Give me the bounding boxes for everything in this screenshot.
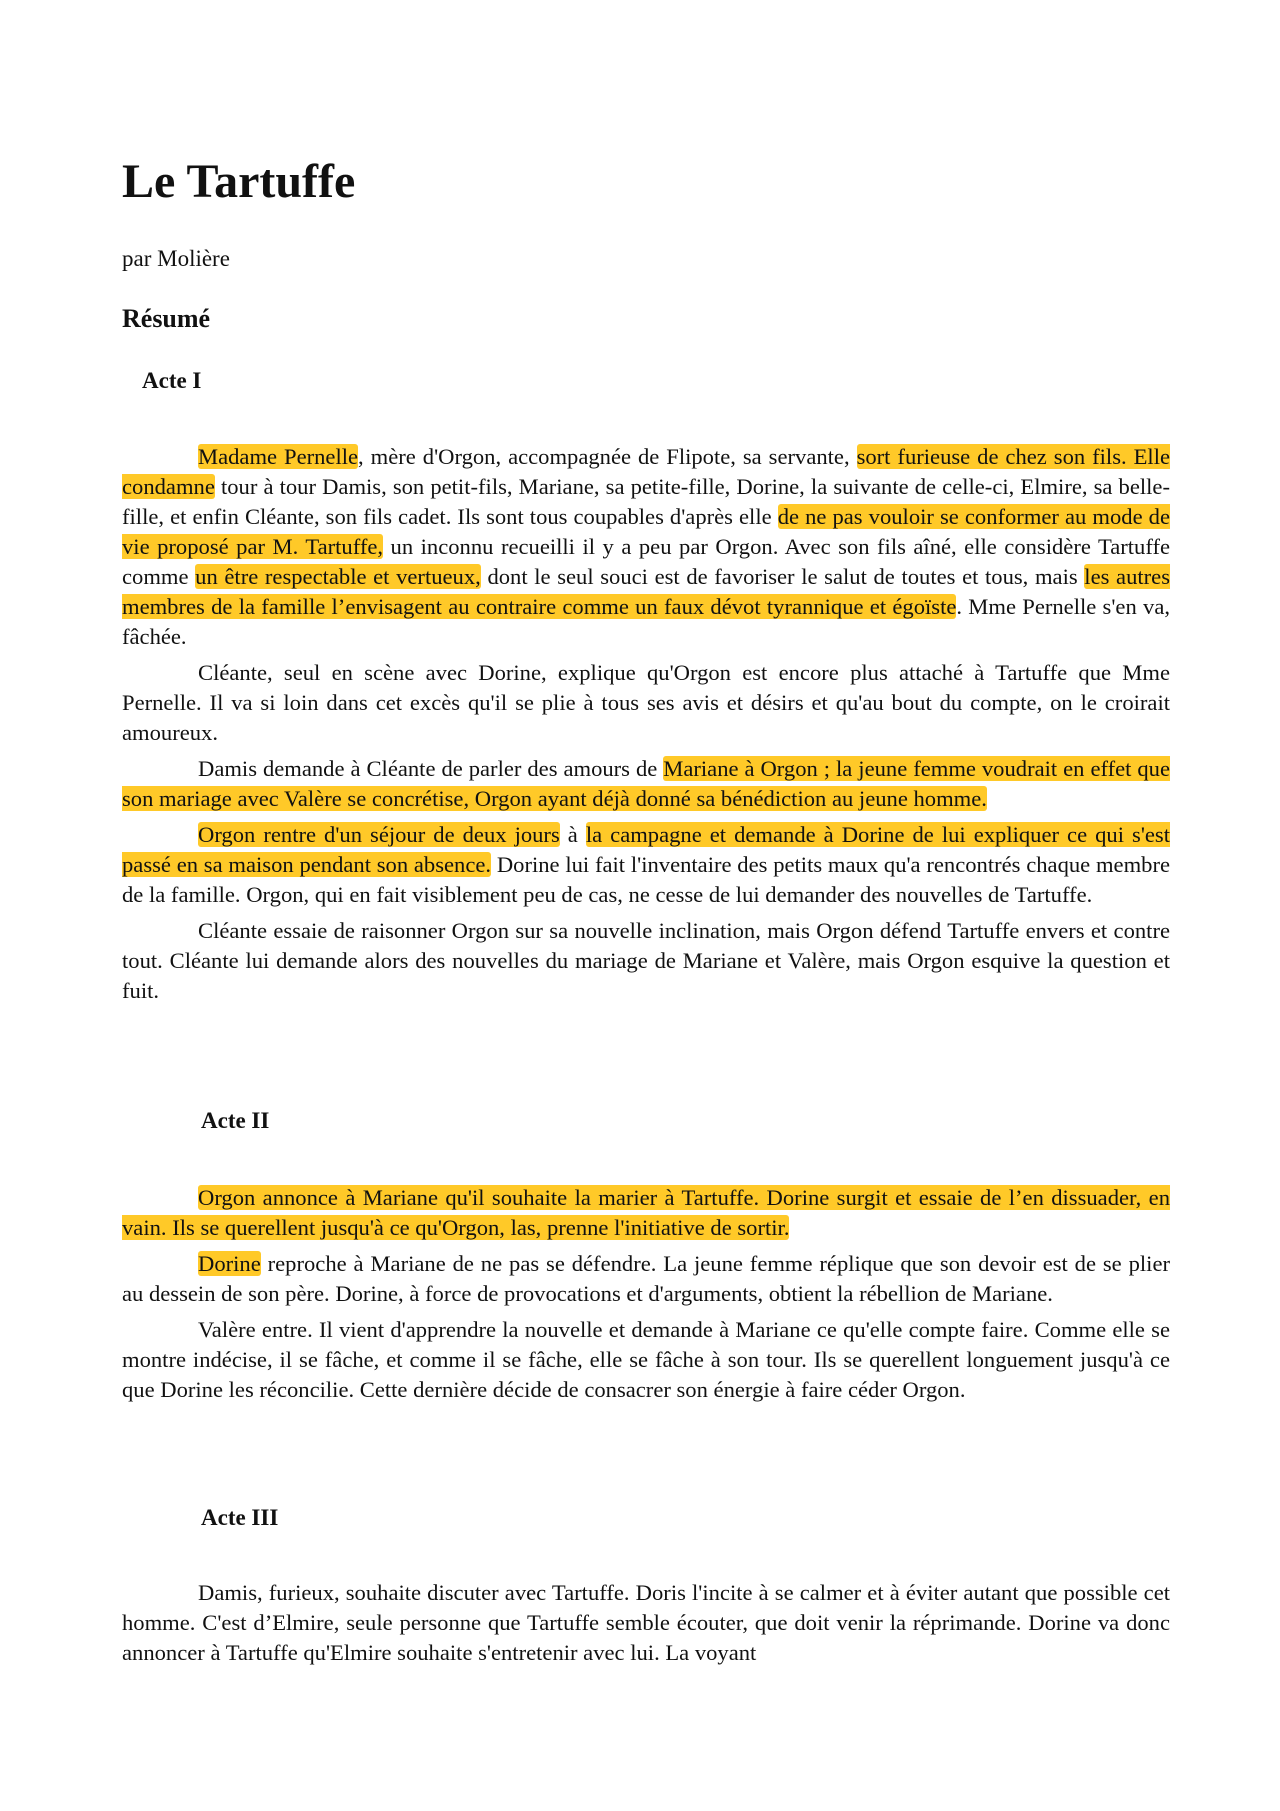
- act-1-text: [122, 442, 1170, 1012]
- highlighted-text: sort furieuse de chez son fils. Elle condamne: [122, 444, 1170, 499]
- highlighted-text: Orgon rentre d'un séjour de deux jours: [198, 822, 560, 847]
- document-title: Le Tartuffe: [122, 155, 356, 208]
- highlighted-text: les autres membres de la famille l’envisagent au contraire comme un faux dévot tyrannique et égoïste: [122, 564, 1170, 619]
- highlighted-text: la campagne et demande à Dorine de lui expliquer ce qui s'est passé en sa maison pendant son absence.: [122, 822, 1170, 877]
- act-2-text: [122, 1183, 1170, 1411]
- paragraph: [122, 916, 1170, 1006]
- text-segment: Valère entre. Il vient d'apprendre la nouvelle et demande à Mariane ce qu'elle compte faire. Comme elle se montre indécise, il se fâche, et comme il se fâche, elle se fâche à son tour. Ils se querellent longuement jusqu'à ce que Dorine les réconcilie. Cette dernière décide de consacrer son énergie à faire céder Orgon.: [122, 1317, 1170, 1402]
- text-segment: à: [559, 822, 586, 847]
- paragraph: [122, 820, 1170, 910]
- highlighted-text: Mariane à Orgon ; la jeune femme voudrait en effet que son mariage avec Valère se concrétise, Orgon ayant déjà donné sa bénédiction au jeune homme.: [122, 756, 1171, 811]
- paragraph: [122, 1578, 1170, 1668]
- highlighted-text: un être respectable et vertueux,: [195, 564, 481, 589]
- text-segment: Cléante essaie de raisonner Orgon sur sa nouvelle inclination, mais Orgon défend Tartuffe envers et contre tout. Cléante lui demande alors des nouvelles du mariage de Mariane et Valère, mais Orgon esquive la question et fuit.: [122, 918, 1170, 1003]
- text-segment: reproche à Mariane de ne pas se défendre. La jeune femme réplique que son devoir est de se plier au dessein de son père. Dorine, à force de provocations et d'arguments, obtient la rébellion de Mariane.: [122, 1251, 1170, 1306]
- highlighted-text: Dorine: [198, 1251, 261, 1276]
- paragraph: [122, 1183, 1170, 1243]
- act-3-text: [122, 1578, 1170, 1674]
- act-2-heading: Acte II: [201, 1108, 270, 1133]
- text-segment: , mère d'Orgon, accompagnée de Flipote, sa servante,: [358, 444, 857, 469]
- highlighted-text: de ne pas vouloir se conformer au mode de vie proposé par M. Tartuffe,: [122, 504, 1170, 559]
- text-segment: Damis, furieux, souhaite discuter avec Tartuffe. Doris l'incite à se calmer et à éviter autant que possible cet homme. C'est d’Elmire, seule personne que Tartuffe semble écouter, que doit venir la réprimande. Dorine va donc annoncer à Tartuffe qu'Elmire souhaite s'entretenir avec lui. La voyant: [122, 1580, 1170, 1665]
- text-segment: Damis demande à Cléante de parler des amours de: [198, 756, 664, 781]
- paragraph: [122, 1249, 1170, 1309]
- text-segment: Cléante, seul en scène avec Dorine, explique qu'Orgon est encore plus attaché à Tartuffe que Mme Pernelle. Il va si loin dans cet excès qu'il se plie à tous ses avis et désirs et qu'au bout du compte, on le croirait amoureux.: [122, 660, 1170, 745]
- text-segment: . Mme Pernelle s'en va, fâchée.: [122, 594, 1170, 649]
- summary-heading: Résumé: [122, 304, 211, 333]
- paragraph: [122, 442, 1170, 652]
- highlighted-text: Madame Pernelle: [198, 444, 359, 469]
- act-3-heading: Acte III: [201, 1505, 279, 1530]
- text-segment: Dorine lui fait l'inventaire des petits maux qu'a rencontrés chaque membre de la famille. Orgon, qui en fait visiblement peu de cas, ne cesse de lui demander des nouvelles de Tartuffe.: [122, 852, 1171, 907]
- text-segment: dont le seul souci est de favoriser le salut de toutes et tous, mais: [480, 564, 1085, 589]
- paragraph: [122, 754, 1170, 814]
- text-segment: tour à tour Damis, son petit-fils, Mariane, sa petite-fille, Dorine, la suivante de celle-ci, Elmire, sa belle-fille, et enfin Cléante, son fils cadet. Ils sont tous coupables d'après elle: [122, 474, 1170, 529]
- paragraph: [122, 1315, 1170, 1405]
- act-1-heading: Acte I: [142, 368, 202, 393]
- paragraph: [122, 658, 1170, 748]
- author-line: par Molière: [122, 246, 230, 271]
- highlighted-text: Orgon annonce à Mariane qu'il souhaite la marier à Tartuffe. Dorine surgit et essaie de l’en dissuader, en vain. Ils se querellent jusqu'à ce qu'Orgon, las, prenne l'initiative de sortir.: [122, 1185, 1170, 1240]
- text-segment: un inconnu recueilli il y a peu par Orgon. Avec son fils aîné, elle considère Tartuffe comme: [122, 534, 1170, 589]
